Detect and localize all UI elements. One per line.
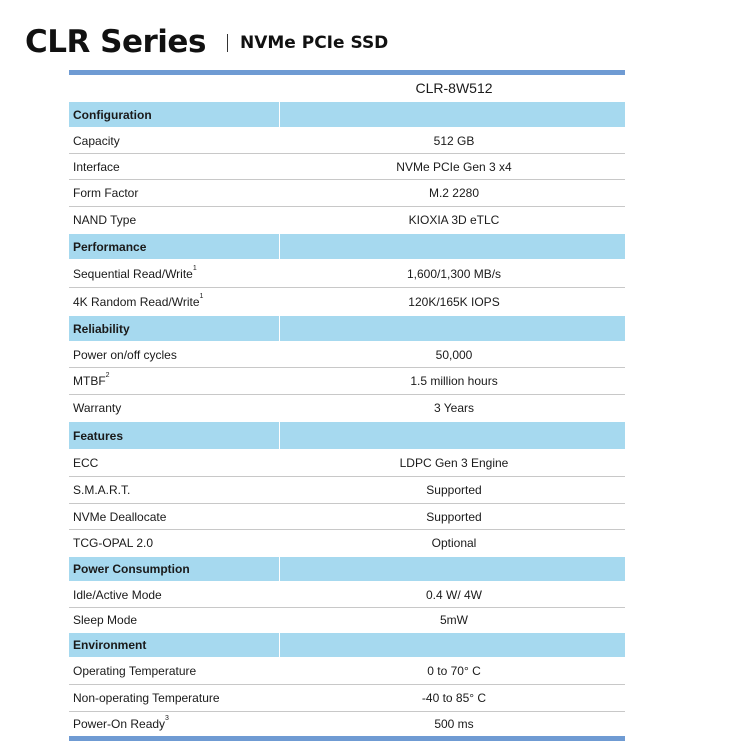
section-title: Features xyxy=(73,428,124,443)
spec-label-text: Capacity xyxy=(73,133,120,148)
model-header-row xyxy=(69,75,625,101)
model-name: CLR-8W512 xyxy=(415,80,493,96)
spec-value: 0.4 W/ 4W xyxy=(425,587,482,602)
section-title: Environment xyxy=(73,638,147,652)
spec-value: LDPC Gen 3 Engine xyxy=(399,456,509,470)
spec-value: 1.5 million hours xyxy=(410,374,498,388)
section-column-divider xyxy=(279,422,280,449)
spec-label-text: Warranty xyxy=(73,401,122,415)
spec-value: 3 Years xyxy=(433,401,475,415)
spec-value: 50,000 xyxy=(435,347,473,362)
spec-label xyxy=(69,134,283,148)
spec-row xyxy=(69,154,625,180)
spec-table xyxy=(69,70,625,741)
spec-label xyxy=(69,374,283,388)
spec-label xyxy=(69,483,283,497)
spec-value: Supported xyxy=(426,509,482,524)
spec-row xyxy=(69,450,625,477)
spec-label xyxy=(69,510,283,524)
section-column-divider xyxy=(279,234,280,259)
spec-label xyxy=(69,456,283,470)
spec-value: 1,600/1,300 MB/s xyxy=(406,266,502,281)
spec-value: 120K/165K IOPS xyxy=(408,294,500,309)
title-separator xyxy=(227,34,228,52)
spec-label xyxy=(69,536,283,550)
spec-label-text: Operating Temperature xyxy=(73,664,197,678)
spec-label-text: Form Factor xyxy=(73,186,139,200)
spec-label-text: ECC xyxy=(73,456,99,470)
spec-label-text: Non-operating Temperature xyxy=(73,691,220,705)
spec-row xyxy=(69,395,625,421)
page-header xyxy=(25,22,665,62)
spec-label xyxy=(69,264,283,281)
section-header xyxy=(69,421,625,450)
spec-label xyxy=(69,691,283,705)
spec-row xyxy=(69,260,625,288)
spec-row xyxy=(69,685,625,712)
spec-label-text: NAND Type xyxy=(73,213,137,227)
spec-label-text: MTBF xyxy=(73,374,106,388)
spec-row xyxy=(69,608,625,632)
spec-sections xyxy=(69,101,625,736)
section-column-divider xyxy=(279,633,280,657)
spec-label-text: TCG-OPAL 2.0 xyxy=(73,536,154,550)
footnote-marker: 1 xyxy=(199,292,204,300)
spec-row xyxy=(69,530,625,556)
spec-row xyxy=(69,128,625,154)
spec-value: M.2 2280 xyxy=(428,186,480,200)
spec-label xyxy=(69,401,283,415)
spec-row xyxy=(69,658,625,685)
spec-label-text: Idle/Active Mode xyxy=(73,587,162,602)
spec-value: -40 to 85° C xyxy=(421,691,487,705)
spec-row xyxy=(69,288,625,315)
spec-row xyxy=(69,207,625,233)
section-column-divider xyxy=(279,557,280,581)
footnote-marker: 2 xyxy=(105,372,110,379)
spec-row xyxy=(69,180,625,207)
spec-label-text: S.M.A.R.T. xyxy=(73,483,131,497)
page-title: CLR Series xyxy=(25,24,206,60)
spec-value: 512 GB xyxy=(433,133,475,148)
spec-value: 5mW xyxy=(440,613,468,627)
spec-value: NVMe PCIe Gen 3 x4 xyxy=(396,159,512,174)
spec-value: Supported xyxy=(426,483,482,497)
spec-label xyxy=(69,186,283,200)
section-title: Performance xyxy=(73,239,147,254)
section-title: Power Consumption xyxy=(73,562,190,576)
section-header xyxy=(69,632,625,658)
spec-label xyxy=(69,213,283,227)
spec-label xyxy=(69,613,283,627)
spec-label-text: Interface xyxy=(73,159,120,174)
footnote-marker: 3 xyxy=(165,715,169,722)
spec-label-text: Sequential Read/Write xyxy=(73,266,193,281)
spec-value: KIOXIA 3D eTLC xyxy=(408,213,500,227)
spec-label xyxy=(69,292,283,309)
section-title: Configuration xyxy=(73,107,152,122)
spec-label-text: NVMe Deallocate xyxy=(73,509,167,524)
spec-label-text: 4K Random Read/Write xyxy=(73,294,200,309)
spec-label xyxy=(69,588,283,602)
section-column-divider xyxy=(279,316,280,341)
section-header xyxy=(69,233,625,260)
spec-row xyxy=(69,582,625,608)
spec-label-text: Power-On Ready xyxy=(73,717,166,731)
spec-label xyxy=(69,664,283,678)
spec-label xyxy=(69,348,283,362)
spec-row xyxy=(69,712,625,736)
spec-row xyxy=(69,504,625,530)
spec-label xyxy=(69,160,283,174)
footnote-marker: 1 xyxy=(192,264,197,272)
spec-value: Optional xyxy=(431,536,477,550)
section-header xyxy=(69,101,625,128)
spec-value: 500 ms xyxy=(434,717,474,731)
table-bottom-rule xyxy=(69,736,625,741)
spec-label-text: Sleep Mode xyxy=(73,613,138,627)
spec-row xyxy=(69,477,625,504)
page-subtitle: NVMe PCIe SSD xyxy=(240,33,389,53)
spec-label-text: Power on/off cycles xyxy=(73,347,177,362)
section-column-divider xyxy=(279,102,280,127)
section-title: Reliability xyxy=(73,321,130,336)
spec-label xyxy=(69,717,283,731)
spec-row xyxy=(69,368,625,395)
section-header xyxy=(69,315,625,342)
section-header xyxy=(69,556,625,582)
spec-row xyxy=(69,342,625,368)
spec-value: 0 to 70° C xyxy=(427,664,481,678)
